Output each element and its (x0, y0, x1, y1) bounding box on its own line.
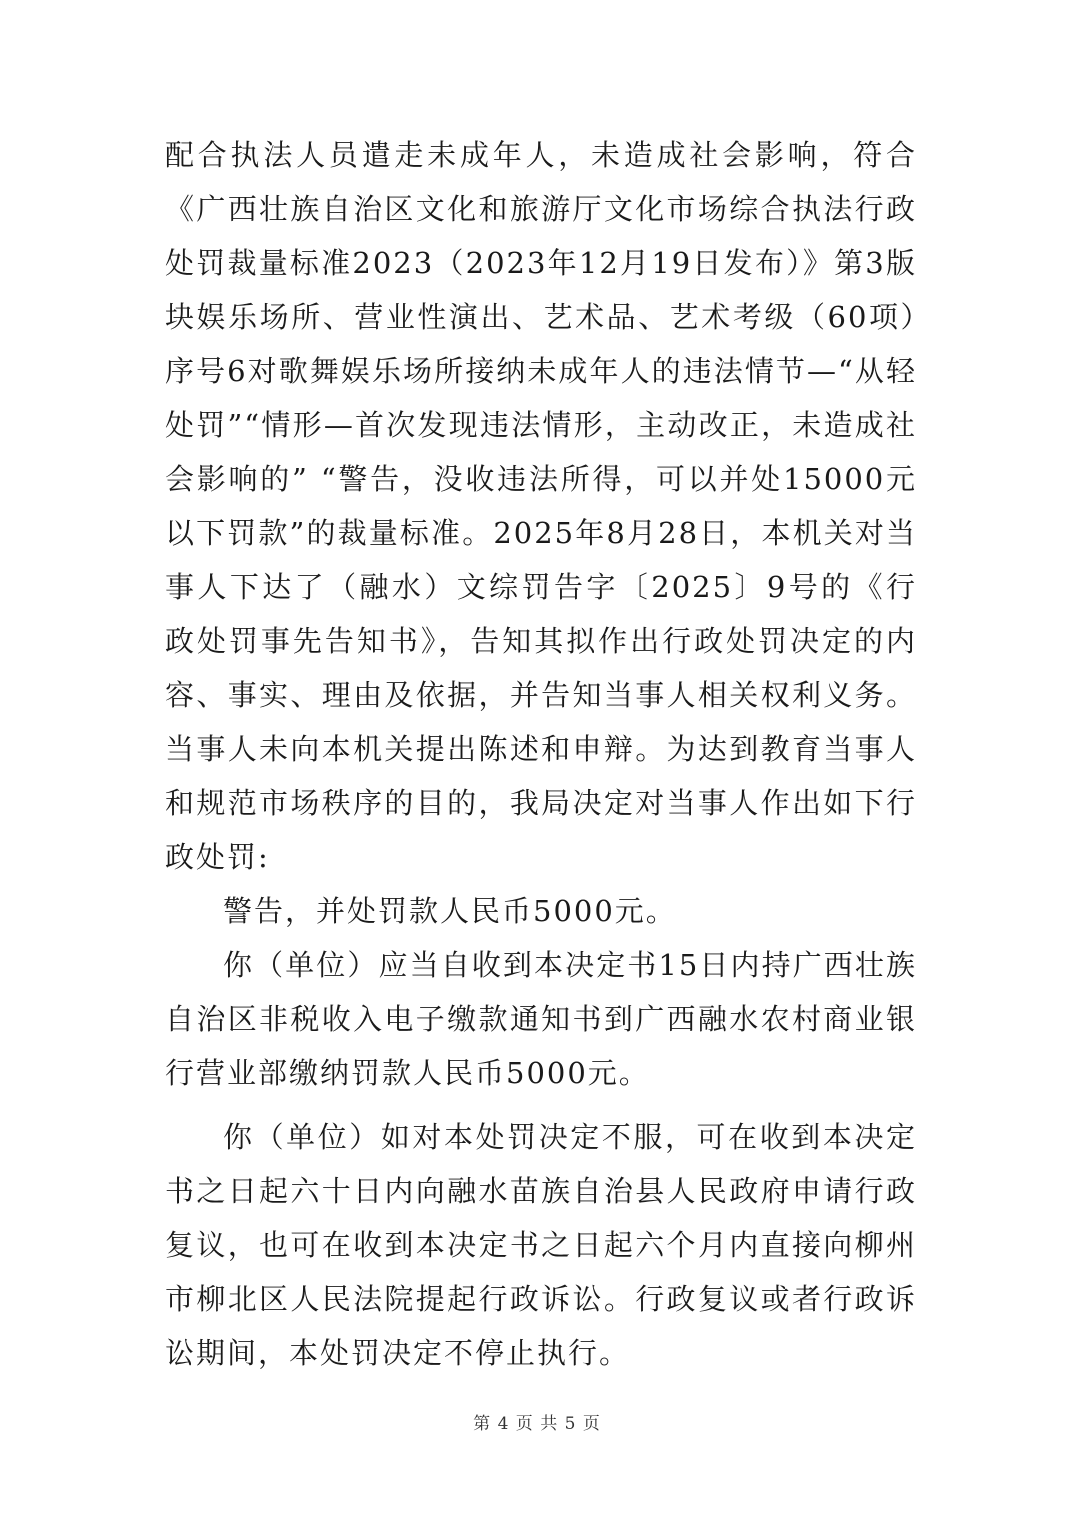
paragraph-penalty-decision: 警告，并处罚款人民币5000元。 (223, 894, 677, 928)
document-body (165, 128, 917, 1380)
paragraph-payment-instruction: 你（单位）应当自收到本决定书15日内持广西壮族自治区非税收入电子缴款通知书到广西融水农村商业银行营业部缴纳罚款人民币5000元。 (165, 948, 917, 1090)
paragraph-appeal-rights: 你（单位）如对本处罚决定不服，可在收到本决定书之日起六十日内向融水苗族自治县人民政府申请行政复议，也可在收到本决定书之日起六个月内直接向柳州市柳北区人民法院提起行政诉讼。行政复议或者行政诉讼期间，本处罚决定不停止执行。 (165, 1120, 917, 1370)
paragraph-penalty-basis: 配合执法人员遣走未成年人，未造成社会影响，符合《广西壮族自治区文化和旅游厅文化市场综合执法行政处罚裁量标准2023（2023年12月19日发布）》第3版块娱乐场所、营业性演出、艺术品、艺术考级（60项）序号6对歌舞娱乐场所接纳未成年人的违法情节—“从轻处罚”“情形—首次发现违法情形，主动改正，未造成社会影响的” “警告，没收违法所得，可以并处15000元以下罚款”的裁量标准。2025年8月28日，本机关对当事人下达了（融水）文综罚告字〔2025〕9号的《行政处罚事先告知书》，告知其拟作出行政处罚决定的内容、事实、理由及依据，并告知当事人相关权利义务。当事人未向本机关提出陈述和申辩。为达到教育当事人和规范市场秩序的目的，我局决定对当事人作出如下行政处罚: (165, 138, 917, 874)
page-number-footer: 第 4 页 共 5 页 (473, 1414, 601, 1434)
